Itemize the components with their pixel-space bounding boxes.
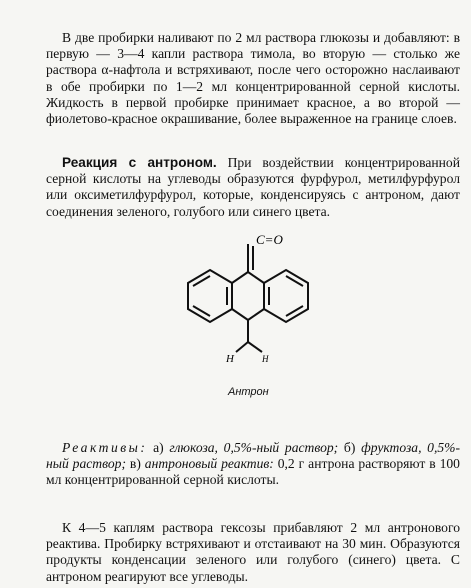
reagent-c-preparation: 0,2 г антрона растворяют в 100 мл концентрированной серной кислоты.: [46, 456, 460, 488]
reagent-c-text: антроновый реактив:: [144, 456, 274, 472]
paragraph-anthrone-reaction: [46, 155, 460, 220]
carbonyl-label: C=O: [256, 232, 283, 247]
reagent-a-text: глюкоза, 0,5%-ный раствор;: [169, 440, 339, 455]
right-benzene-ring: [264, 270, 308, 322]
reagent-b-marker: б): [343, 440, 356, 455]
reagent-a-marker: а): [153, 440, 164, 455]
anthrone-reaction-text: При воздействии концентрированной серной кислоты на углеводы образуются фурфурол, метилфурфурол или оксиметилфурфурол, которые, конденсируясь с антроном, дают соединения зеленого, голубого или синего цвета.: [46, 155, 460, 219]
reagent-c-marker: в): [129, 456, 141, 472]
section-heading-anthrone: Реакция с антроном.: [62, 155, 217, 170]
paragraph-procedure: К 4—5 каплям раствора гексозы прибавляют 2 мл антронового реактива. Пробирку встряхивают и отстаивают на 30 мин. Образуются продукты конденсации зеленого или голубого (синего) цвета. С антроном реагируют все углеводы.: [46, 520, 460, 584]
anthrone-structural-formula: [150, 222, 350, 412]
left-benzene-ring: [188, 270, 232, 322]
hydrogen-left-label: H: [226, 353, 234, 365]
paragraph-glucose-test: В две пробирки наливают по 2 мл раствора глюкозы и добавляют: в первую — 3—4 капли раствора тимола, во вторую — столько же раствора α-нафтола и встряхивают, после чего осторожно наслаивают в обе пробирки по 1—2 мл концентрированной серной кислоты. Жидкость в первой пробирке принимает красное, а во второй — фиолетово-красное окрашивание, более выраженное на границе слоев.: [46, 30, 460, 127]
reagent-b-text: фруктоза, 0,5%-ный раствор;: [46, 440, 461, 472]
anthrone-structure-figure: [150, 222, 350, 412]
figure-caption: Антрон: [228, 386, 269, 398]
hydrogen-right-label: H: [262, 354, 269, 364]
reagents-title: Реактивы:: [62, 440, 148, 455]
reagents-paragraph: [46, 440, 460, 489]
